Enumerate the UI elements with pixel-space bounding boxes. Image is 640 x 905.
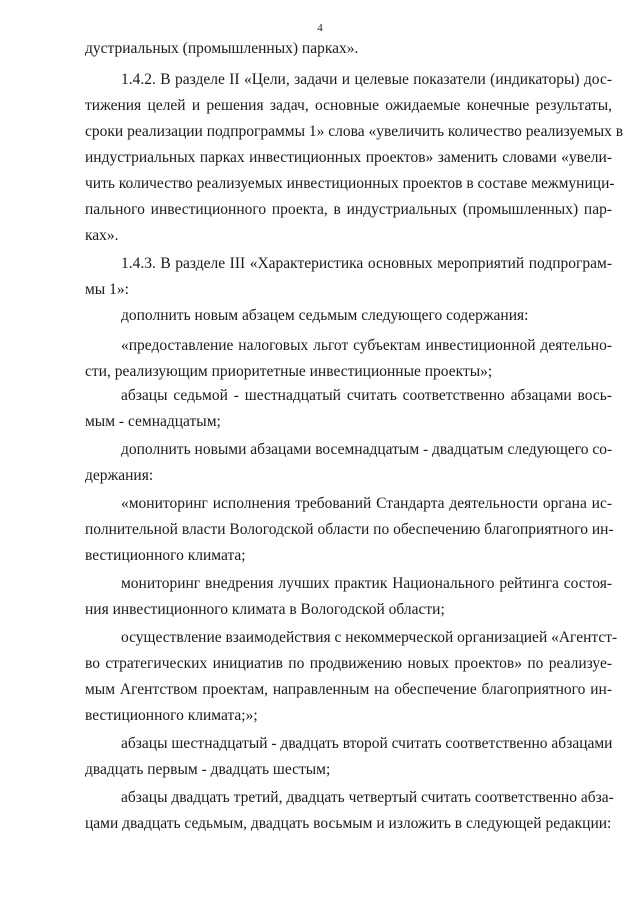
page-number: 4 [317,22,323,34]
text-line: индустриальных парках инвестиционных проектов» заменить словами «увели- [85,149,612,166]
text-line: сти, реализующим приоритетные инвестиционные проекты»; [85,363,493,380]
text-line: вестиционного климата;»; [85,707,258,724]
text-line: вестиционного климата; [85,547,246,564]
text-line: «мониторинг исполнения требований Стандарта деятельности органа ис- [121,495,612,512]
text-line: дополнить новыми абзацами восемнадцатым - двадцатым следующего со- [121,441,613,458]
text-line: цами двадцать седьмым, двадцать восьмым и изложить в следующей редакции: [85,815,612,832]
text-line: дополнить новым абзацем седьмым следующего содержания: [121,307,529,324]
text-line: тижения целей и решения задач, основные ожидаемые конечные результаты, [85,97,612,114]
text-line: 1.4.3. В разделе III «Характеристика основных мероприятий подпрограм- [121,255,612,272]
text-line: пального инвестиционного проекта, в индустриальных (промышленных) пар- [85,201,612,218]
text-line: ния инвестиционного климата в Вологодской области; [85,601,445,618]
text-line: во стратегических инициатив по продвижению новых проектов» по реализуе- [85,655,612,672]
text-line: чить количество реализуемых инвестиционных проектов в составе межмуници- [85,175,615,192]
text-line: двадцать первым - двадцать шестым; [85,761,331,778]
text-line: держания: [85,467,154,484]
text-line: «предоставление налоговых льгот субъектам инвестиционной деятельно- [121,337,612,354]
text-line: дустриальных (промышленных) парках». [85,40,359,57]
text-line: ках». [85,227,119,244]
text-line: мы 1»: [85,281,129,298]
text-line: сроки реализации подпрограммы 1» слова «увеличить количество реализуемых в [85,123,624,140]
text-line: полнительной власти Вологодской области по обеспечению благоприятного ин- [85,521,614,538]
text-line: абзацы седьмой - шестнадцатый считать соответственно абзацами вось- [121,387,612,404]
text-line: мым - семнадцатым; [85,413,221,430]
text-line: мониторинг внедрения лучших практик Национального рейтинга состоя- [121,575,612,592]
text-line: абзацы шестнадцатый - двадцать второй считать соответственно абзацами [121,735,613,752]
text-line: абзацы двадцать третий, двадцать четвертый считать соответственно абза- [121,789,614,806]
text-line: 1.4.2. В разделе II «Цели, задачи и целевые показатели (индикаторы) дос- [121,71,612,88]
text-line: мым Агентством проектам, направленным на обеспечение благоприятного ин- [85,681,612,698]
text-line: осуществление взаимодействия с некоммерческой организацией «Агентст- [121,629,618,646]
